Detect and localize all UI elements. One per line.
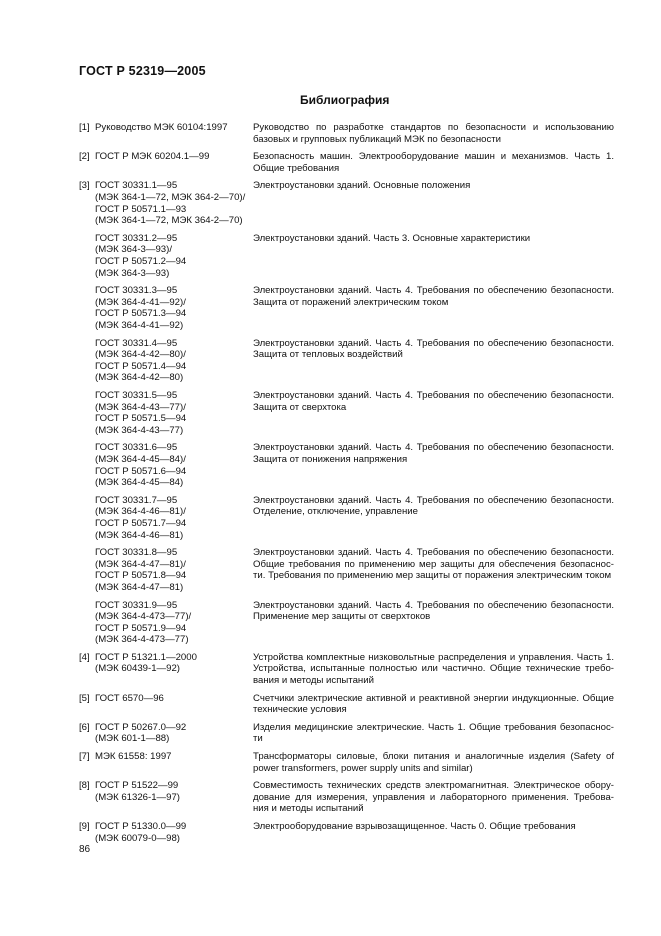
bibliography-entry: [79, 722, 614, 745]
source-line: ГОСТ 30331.2—95: [95, 232, 178, 244]
entry-source: [95, 751, 250, 763]
source-line: ГОСТ Р 50571.9—94: [95, 622, 187, 634]
description-line: Изделия медицинские электрические. Часть 1. Общие требования безопаснос-: [253, 721, 614, 733]
entry-number: [3]: [79, 180, 90, 192]
entry-number: [2]: [79, 151, 90, 163]
source-line: (МЭК 61326-1—97): [95, 791, 181, 803]
entry-source: [95, 547, 250, 593]
entry-number: [9]: [79, 821, 90, 833]
description-line: Электроустановки зданий. Часть 3. Основные характеристики: [253, 232, 531, 244]
description-line: Устройства, испытанные полностью или частично. Общие технические требо-: [253, 663, 614, 675]
source-line: (МЭК 364-1—72, МЭК 364-2—70): [95, 215, 243, 227]
description-line: вания и методы испытаний: [253, 675, 374, 687]
description-line: Электроустановки зданий. Часть 4. Требования по обеспечению безопасности.: [253, 494, 614, 506]
source-line: (МЭК 364-4-43—77): [95, 424, 184, 436]
source-line: ГОСТ Р 50571.1—93: [95, 203, 187, 215]
document-header: ГОСТ Р 52319—2005: [79, 64, 206, 78]
entry-number: [5]: [79, 692, 90, 704]
source-line: (МЭК 364-4-46—81)/: [95, 506, 186, 518]
entry-description: [253, 751, 614, 774]
source-line: (МЭК 364-4-41—92)/: [95, 296, 186, 308]
entry-description: [253, 821, 614, 833]
source-line: ГОСТ Р МЭК 60204.1—99: [95, 151, 210, 163]
description-line: базовых и групповых публикаций МЭК по безопасности: [253, 133, 502, 145]
source-line: МЭК 61558: 1997: [95, 751, 172, 763]
source-line: (МЭК 364-3—93): [95, 267, 170, 279]
bibliography-entry: [79, 547, 614, 593]
entry-source: [95, 722, 250, 745]
bibliography-entry: [79, 780, 614, 815]
source-line: (МЭК 364-4-43—77)/: [95, 401, 186, 413]
description-line: Устройства комплектные низковольтные распределения и управления. Часть 1.: [253, 651, 614, 663]
entry-description: [253, 180, 614, 192]
source-line: (МЭК 60439-1—92): [95, 663, 181, 675]
entry-number: [4]: [79, 651, 90, 663]
description-line: Электроустановки зданий. Часть 4. Требования по обеспечению безопасности.: [253, 599, 614, 611]
entry-description: [253, 285, 614, 308]
source-line: ГОСТ 30331.3—95: [95, 285, 178, 297]
entry-source: [95, 693, 250, 705]
description-line: технические условия: [253, 704, 347, 716]
description-line: ти. Требования по применению мер защиты от поражения электрическим током: [253, 570, 612, 582]
bibliography-entry: [79, 122, 614, 145]
description-line: дование для измерения, управления и лабораторного применения. Требова-: [253, 791, 614, 803]
description-line: Электроустановки зданий. Основные положения: [253, 180, 471, 192]
section-title: Библиография: [300, 93, 390, 107]
entry-source: [95, 600, 250, 646]
source-line: ГОСТ 30331.1—95: [95, 180, 178, 192]
source-line: (МЭК 364-4-473—77): [95, 634, 189, 646]
entry-description: [253, 693, 614, 716]
source-line: (МЭК 364-4-47—81): [95, 581, 184, 593]
source-line: ГОСТ Р 50571.6—94: [95, 465, 187, 477]
entry-description: [253, 151, 614, 174]
source-line: (МЭК 364-3—93)/: [95, 244, 172, 256]
bibliography-entry: [79, 821, 614, 844]
source-line: ГОСТ Р 50571.5—94: [95, 413, 187, 425]
entry-description: [253, 495, 614, 518]
bibliography-entry: [79, 233, 614, 279]
entry-source: [95, 180, 250, 226]
bibliography-entry: [79, 442, 614, 488]
entry-description: [253, 390, 614, 413]
source-line: (МЭК 364-4-41—92): [95, 319, 184, 331]
source-line: ГОСТ Р 51321.1—2000: [95, 651, 197, 663]
bibliography-entry: [79, 751, 614, 774]
entry-source: [95, 122, 250, 134]
description-line: Электроустановки зданий. Часть 4. Требования по обеспечению безопасности.: [253, 389, 614, 401]
page-number: 86: [79, 844, 91, 855]
entry-source: [95, 821, 250, 844]
source-line: ГОСТ Р 51330.0—99: [95, 821, 187, 833]
description-line: ния и методы испытаний: [253, 803, 364, 815]
bibliography-entry: [79, 151, 614, 174]
source-line: ГОСТ Р 50571.2—94: [95, 255, 187, 267]
source-line: ГОСТ Р 50571.4—94: [95, 360, 187, 372]
source-line: ГОСТ 30331.9—95: [95, 599, 178, 611]
entry-description: [253, 547, 614, 582]
bibliography-entry: [79, 600, 614, 646]
entry-number: [1]: [79, 122, 90, 133]
source-line: (МЭК 601-1—88): [95, 733, 170, 745]
source-line: (МЭК 364-1—72, МЭК 364-2—70)/: [95, 191, 246, 203]
entry-source: [95, 442, 250, 488]
source-line: Руководство МЭК 60104:1997: [95, 122, 228, 133]
source-line: ГОСТ 30331.7—95: [95, 494, 178, 506]
description-line: Безопасность машин. Электрооборудование машин и механизмов. Часть 1.: [253, 151, 614, 163]
description-line: Электроустановки зданий. Часть 4. Требования по обеспечению безопасности.: [253, 285, 614, 297]
source-line: (МЭК 364-4-46—81): [95, 529, 184, 541]
description-line: Руководство по разработке стандартов по безопасности и использованию: [253, 122, 614, 133]
entry-number: [6]: [79, 721, 90, 733]
source-line: ГОСТ 6570—96: [95, 692, 164, 704]
source-line: ГОСТ Р 50571.3—94: [95, 308, 187, 320]
description-line: Электроустановки зданий. Часть 4. Требования по обеспечению безопасности.: [253, 337, 614, 349]
entry-description: [253, 122, 614, 145]
bibliography-entry: [79, 693, 614, 716]
entry-description: [253, 600, 614, 623]
bibliography-entry: [79, 652, 614, 687]
entry-source: [95, 390, 250, 436]
description-line: Отделение, отключение, управление: [253, 506, 418, 518]
entry-source: [95, 338, 250, 384]
description-line: ти: [253, 733, 263, 745]
source-line: ГОСТ 30331.5—95: [95, 389, 178, 401]
entry-description: [253, 442, 614, 465]
bibliography-entry: [79, 338, 614, 384]
entry-description: [253, 233, 614, 245]
source-line: ГОСТ Р 50267.0—92: [95, 721, 187, 733]
entry-number: [8]: [79, 780, 90, 792]
entry-source: [95, 151, 250, 163]
description-line: Защита от поражений электрическим током: [253, 296, 449, 308]
bibliography-entry: [79, 180, 614, 226]
entry-source: [95, 285, 250, 331]
entry-source: [95, 233, 250, 279]
entry-description: [253, 722, 614, 745]
source-line: (МЭК 364-4-47—81)/: [95, 558, 186, 570]
entry-description: [253, 780, 614, 815]
description-line: Электроустановки зданий. Часть 4. Требования по обеспечению безопасности.: [253, 547, 614, 559]
description-line: Общие требования: [253, 162, 340, 174]
description-line: Электрооборудование взрывозащищенное. Часть 0. Общие требования: [253, 821, 576, 833]
description-line: Применение мер защиты от сверхтоков: [253, 611, 431, 623]
entry-source: [95, 780, 250, 803]
description-line: Защита от понижения напряжения: [253, 453, 408, 465]
description-line: Электроустановки зданий. Часть 4. Требования по обеспечению безопасности.: [253, 442, 614, 454]
source-line: (МЭК 364-4-473—77)/: [95, 611, 192, 623]
entry-description: [253, 338, 614, 361]
source-line: ГОСТ 30331.4—95: [95, 337, 178, 349]
source-line: (МЭК 364-4-42—80)/: [95, 349, 186, 361]
description-line: power transformers, power supply units and similar): [253, 762, 473, 774]
entry-description: [253, 652, 614, 687]
description-line: Защита от тепловых воздействий: [253, 349, 403, 361]
description-line: Общие требования по применению мер защиты для обеспечения безопаснос-: [253, 558, 614, 570]
source-line: ГОСТ Р 51522—99: [95, 780, 179, 792]
bibliography-list: [79, 122, 614, 850]
source-line: ГОСТ Р 50571.7—94: [95, 517, 187, 529]
entry-source: [95, 495, 250, 541]
description-line: Счетчики электрические активной и реактивной энергии индукционные. Общие: [253, 692, 614, 704]
source-line: ГОСТ 30331.8—95: [95, 547, 178, 559]
bibliography-entry: [79, 390, 614, 436]
description-line: Совместимость технических средств электромагнитная. Электрическое обору-: [253, 780, 614, 792]
source-line: ГОСТ Р 50571.8—94: [95, 570, 187, 582]
source-line: ГОСТ 30331.6—95: [95, 442, 178, 454]
entry-number: [7]: [79, 751, 90, 763]
bibliography-entry: [79, 495, 614, 541]
source-line: (МЭК 364-4-45—84)/: [95, 453, 186, 465]
bibliography-entry: [79, 285, 614, 331]
entry-source: [95, 652, 250, 675]
source-line: (МЭК 364-4-42—80): [95, 372, 184, 384]
description-line: Защита от сверхтока: [253, 401, 347, 413]
description-line: Трансформаторы силовые, блоки питания и аналогичные изделия (Safety of: [253, 751, 614, 763]
source-line: (МЭК 60079-0—98): [95, 832, 181, 844]
source-line: (МЭК 364-4-45—84): [95, 477, 184, 489]
